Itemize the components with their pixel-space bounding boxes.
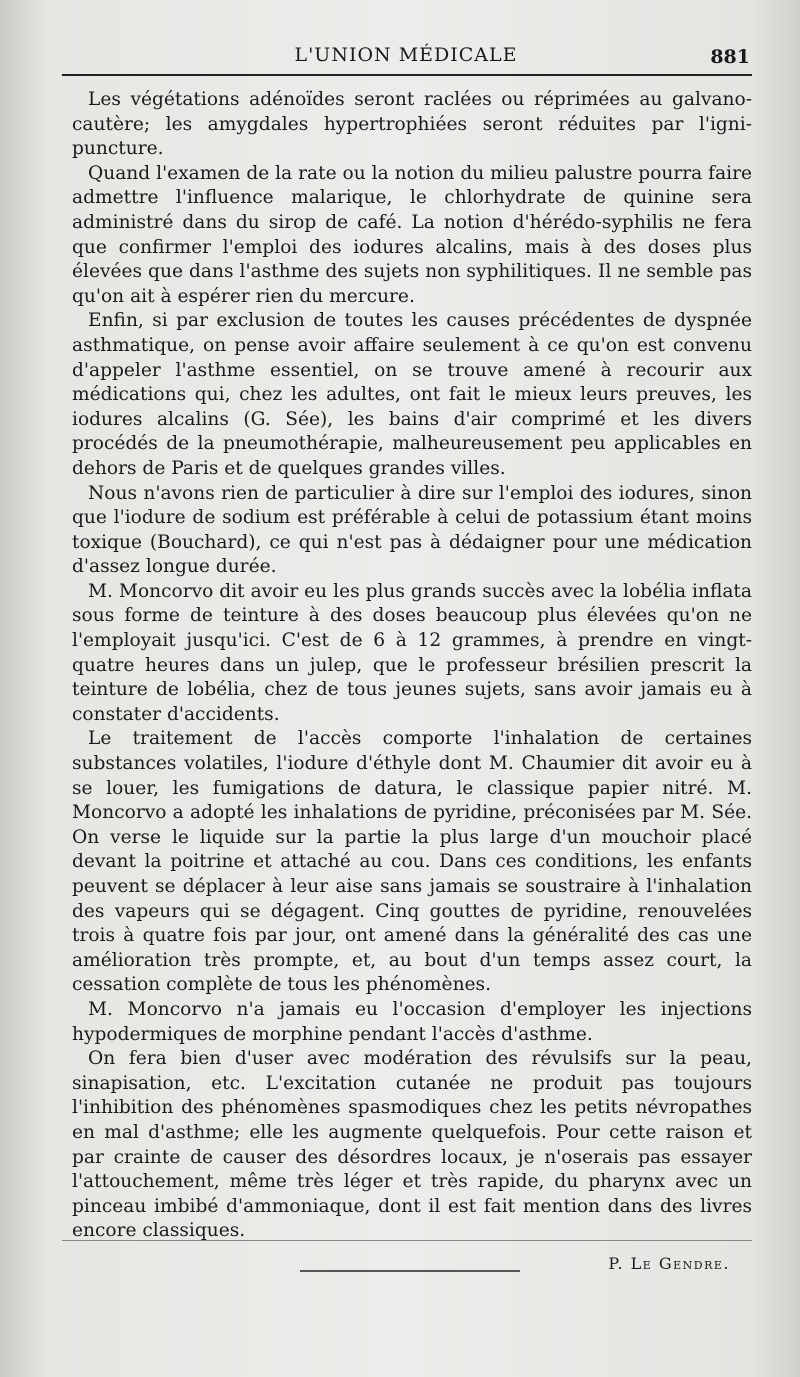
paragraph: Les végétations adénoïdes seront raclées ou réprimées au galvano-cautère; les amygdales hypertrophiées seront réduites par l'igni-puncture. bbox=[72, 89, 752, 160]
page-number: 881 bbox=[710, 46, 750, 68]
footnote-separator bbox=[300, 1270, 520, 1272]
paragraph: Quand l'examen de la rate ou la notion du milieu palustre pourra faire admettre l'influence malarique, le chlorhydrate de quinine sera administré dans du sirop de café. La notion d'hérédo-syphilis ne fera que confirmer l'emploi des iodures alcalins, mais à des doses plus élevées que dans l'asthme des sujets non syphilitiques. Il ne semble pas qu'on ait à espérer rien du mercure. bbox=[72, 162, 752, 307]
paragraph: Le traitement de l'accès comporte l'inhalation de certaines substances volatiles, l'iodure d'éthyle dont M. Chaumier dit avoir eu à se louer, les fumigations de datura, le classique papier nitré. M. Moncorvo a adopté les inhalations de pyridine, préconisées par M. Sée. On verse le liquide sur la partie la plus large d'un mouchoir placé devant la poitrine et attaché au cou. Dans ces conditions, les enfants peuvent se déplacer à leur aise sans jamais se soustraire à l'inhalation des vapeurs qui se dégagent. Cinq gouttes de pyridine, renouvelées trois à quatre fois par jour, ont amené dans la généralité des cas une amélioration très prompte, et, au bout d'un temps assez court, la cessation complète de tous les phénomènes. bbox=[72, 728, 752, 996]
paragraph: Enfin, si par exclusion de toutes les causes précédentes de dyspnée asthmatique, on pense avoir affaire seulement à ce qu'on est convenu d'appeler l'asthme essentiel, on se trouve amené à recourir aux médications qui, chez les adultes, ont fait le mieux leurs preuves, les iodures alcalins (G. Sée), les bains d'air comprimé et les divers procédés de la pneumothérapie, malheureusement peu applicables en dehors de Paris et de quelques grandes villes. bbox=[72, 310, 752, 479]
running-title: L'UNION MÉDICALE bbox=[294, 44, 518, 66]
paragraph: On fera bien d'user avec modération des révulsifs sur la peau, sinapisation, etc. L'excitation cutanée ne produit pas toujours l'inhibition des phénomènes spasmodiques chez les petits névropathes en mal d'asthme; elle les augmente quelquefois. Pour cette raison et par crainte de causer des désordres locaux, je n'oserais pas essayer l'attouchement, même très léger et très rapide, du pharynx avec un pinceau imbibé d'ammoniaque, dont il est fait mention dans des livres encore classiques. bbox=[72, 1048, 752, 1242]
footer-rule bbox=[62, 1240, 752, 1241]
paragraph: M. Moncorvo n'a jamais eu l'occasion d'employer les injections hypodermiques de morphine pendant l'accès d'asthme. bbox=[72, 998, 752, 1045]
page-header bbox=[62, 44, 750, 74]
article-body bbox=[72, 88, 752, 1277]
paragraph: M. Moncorvo dit avoir eu les plus grands succès avec la lobélia inflata sous forme de teinture à des doses beaucoup plus élevées qu'on ne l'employait jusqu'ici. C'est de 6 à 12 grammes, à prendre en vingt-quatre heures dans un julep, que le professeur brésilien prescrit la teinture de lobélia, chez de tous jeunes sujets, sans avoir jamais eu à constater d'accidents. bbox=[72, 580, 752, 725]
header-rule bbox=[62, 74, 752, 76]
author-signature: P. Le Gendre. bbox=[608, 1253, 730, 1273]
paragraph: Nous n'avons rien de particulier à dire sur l'emploi des iodures, sinon que l'iodure de sodium est préférable à celui de potassium étant moins toxique (Bouchard), ce qui n'est pas à dédaigner pour une médication d'assez longue durée. bbox=[72, 482, 752, 578]
